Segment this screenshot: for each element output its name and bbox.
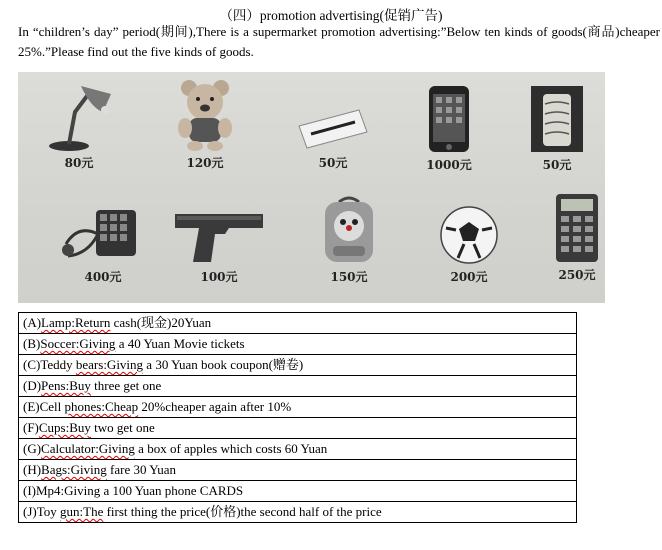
- option-pre-text: (F): [23, 420, 39, 435]
- cell-phone-icon: [419, 84, 479, 154]
- option-row: [19, 418, 577, 439]
- good-calculator: [522, 192, 632, 283]
- price-label: 120元: [186, 156, 224, 170]
- option-rest-text: cash(现金)20Yuan: [110, 315, 212, 330]
- price-label: 200元: [450, 270, 488, 284]
- option-rest-text: a box of apples which costs 60 Yuan: [134, 441, 328, 456]
- option-cell: [19, 355, 577, 376]
- option-row: [19, 460, 577, 481]
- good-cup: [502, 84, 612, 173]
- option-row: [19, 502, 577, 523]
- option-cell: [19, 313, 577, 334]
- option-row: [19, 439, 577, 460]
- pen-icon: [293, 104, 373, 152]
- price-label: 50元: [542, 158, 572, 172]
- option-pre-text: (J)Toy: [23, 504, 61, 519]
- option-row: [19, 481, 577, 502]
- price-label: 250元: [558, 268, 596, 282]
- option-cell: [19, 502, 577, 523]
- option-item-text: Bags:Giving: [41, 462, 107, 477]
- option-cell: [19, 334, 577, 355]
- good-lamp: [24, 82, 134, 171]
- bag-icon: [317, 194, 381, 266]
- option-item-text: Cups:Buy: [38, 420, 91, 435]
- toy-gun-icon: [169, 204, 269, 266]
- option-item-text: Soccer:Giving: [40, 336, 116, 351]
- good-soccer-ball: [414, 204, 524, 285]
- option-cell: [19, 460, 577, 481]
- option-cell: [19, 397, 577, 418]
- good-bag: [294, 194, 404, 285]
- option-pre-text: (B): [23, 336, 41, 351]
- option-row: [19, 313, 577, 334]
- option-rest-text: a 30 Yuan book coupon(赠卷): [143, 357, 304, 372]
- good-teddy-bear: [150, 78, 260, 171]
- price-label: 400元: [84, 270, 122, 284]
- option-pre-text: (A): [23, 315, 42, 330]
- option-pre-text: (H): [23, 462, 42, 477]
- price-label: 100元: [200, 270, 238, 284]
- options-table: [18, 312, 577, 523]
- option-row: [19, 334, 577, 355]
- good-toy-gun: [164, 204, 274, 285]
- option-rest-text: three get one: [90, 378, 162, 393]
- option-rest-text: two get one: [90, 420, 155, 435]
- option-item-text: phones:Cheap: [64, 399, 139, 414]
- option-cell: [19, 418, 577, 439]
- option-pre-text: (C)Teddy: [23, 357, 76, 372]
- cup-icon: [527, 84, 587, 154]
- intro-paragraph: In “children’s day” period(期间),There is a supermarket promotion advertising:”Below ten kinds of goods(商品)cheaper 25%.”Please find out the five kinds of goods.: [18, 24, 660, 59]
- option-rest-text: 20%cheaper again after 10%: [138, 399, 292, 414]
- goods-photo: [18, 72, 605, 303]
- option-row: [19, 397, 577, 418]
- option-pre-text: (D): [23, 378, 42, 393]
- option-row: [19, 355, 577, 376]
- option-cell: [19, 376, 577, 397]
- good-mp4-player: [48, 204, 158, 285]
- option-item-text: Calculator:Giving: [41, 441, 135, 456]
- price-label: 80元: [64, 156, 94, 170]
- option-cell: [19, 481, 577, 502]
- option-rest-text: first thing the price(价格)the second half of the price: [103, 504, 382, 519]
- option-rest-text: a 40 Yuan Movie tickets: [115, 336, 245, 351]
- section-heading: （四）promotion advertising(促销广告): [219, 8, 443, 23]
- lamp-icon: [39, 82, 119, 152]
- teddy-bear-icon: [165, 78, 245, 152]
- option-rest-text: fare 30 Yuan: [106, 462, 176, 477]
- good-pen: [278, 104, 388, 171]
- option-row: [19, 376, 577, 397]
- price-label: 150元: [330, 270, 368, 284]
- option-item-text: Lamp:Return: [41, 315, 111, 330]
- price-label: 50元: [318, 156, 348, 170]
- option-pre-text: (E)Cell: [23, 399, 65, 414]
- mp4-player-icon: [58, 204, 148, 266]
- calculator-icon: [552, 192, 602, 264]
- soccer-ball-icon: [438, 204, 500, 266]
- price-label: 1000元: [426, 158, 472, 172]
- option-item-text: Pens:Buy: [41, 378, 91, 393]
- option-item-text: gun:The: [60, 504, 104, 519]
- option-item-text: bears:Giving: [75, 357, 144, 372]
- good-cell-phone: [394, 84, 504, 173]
- option-pre-text: (I)Mp4:Giving a 100 Yuan phone CARDS: [23, 483, 244, 498]
- option-cell: [19, 439, 577, 460]
- option-pre-text: (G): [23, 441, 42, 456]
